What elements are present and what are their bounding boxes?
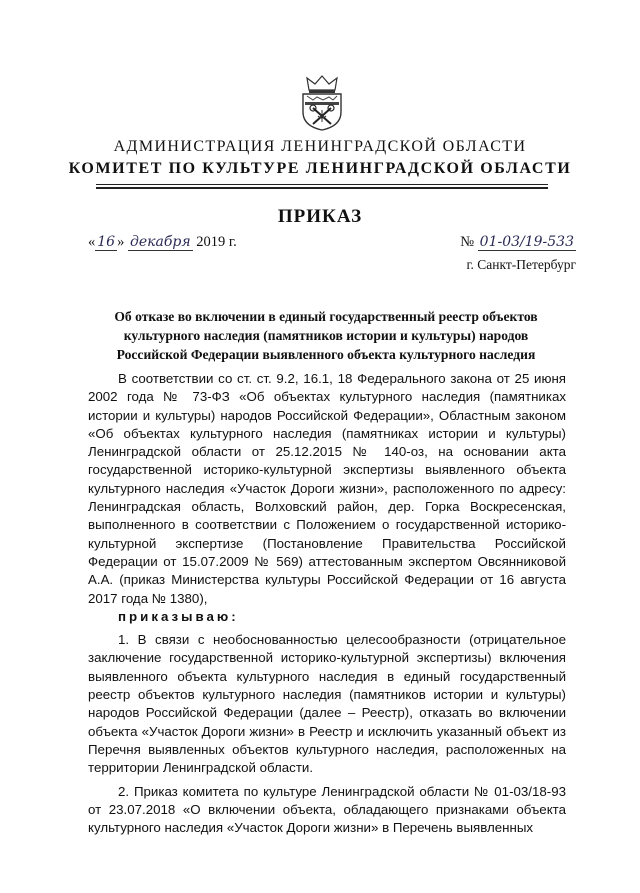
preamble-paragraph: В соответствии со ст. ст. 9.2, 16.1, 18 Федерального закона от 25 июня 2002 года № 73-ФЗ «Об объектах культурного наследия (памятниках истории и культуры) народов Российской Федерации», Областным законом «Об объектах культурного наследия (памятниках истории и культуры) Ленинградской области от 25.12.2015 № 140-оз, на основании акта государственной историко-культурной экспертизы выявленного объекта культурного наследия «Участок Дороги жизни», расположенного по адресу: Ленинградская область, Волховский район, дер. Горка Воскресенская, выполненного в соответствии с Положением о государственной историко-культурной экспертизе (Постановление Правительства Российской Федерации от 15.07.2009 № 569) аттестованным экспертом Овсянниковой А.А. (приказ Министерства культуры Российской Федерации от 16 августа 2017 года № 1380),: [88, 371, 566, 606]
coat-of-arms-icon: [297, 72, 347, 132]
date-day: 16: [97, 234, 116, 250]
date-open-quote: «: [88, 234, 96, 250]
document-type: ПРИКАЗ: [277, 206, 363, 227]
document-body: [88, 370, 566, 837]
order-item-2: 2. Приказ комитета по культуре Ленинградской области № 01-03/18-93 от 23.07.2018 «О включении объекта, обладающего признаками объекта культурного наследия «Участок Дороги жизни» в Перечень выявленных: [88, 783, 566, 836]
date-month: декабря: [129, 234, 191, 250]
document-number: [460, 234, 576, 251]
number-prefix: №: [460, 234, 475, 250]
decree-word: приказываю:: [118, 608, 239, 624]
document-title: Об отказе во включении в единый государственный реестр объектов культурного наследия (памятников истории и культуры) народов Российской Федерации выявленного объекта культурного наследия: [114, 309, 538, 362]
date-close-quote: »: [117, 234, 125, 250]
order-item-1: 1. В связи с необоснованностью целесообразности (отрицательное заключение государственной историко-культурной экспертизы) включения выявленного объекта культурного наследия в единый государственный реестр объектов культурного наследия (памятников истории и культуры) народов Российской Федерации (далее – Реестр), отказать во включении объекта «Участок Дороги жизни» в Реестр и исключить указанный объект из Перечня выявленных объектов культурного наследия, расположенных на территории Ленинградской области.: [88, 632, 566, 776]
number-value: 01-03/19-533: [479, 234, 574, 250]
date-year: 2019 г.: [196, 234, 237, 250]
header-divider-thin: [96, 184, 548, 185]
organization-name: АДМИНИСТРАЦИЯ ЛЕНИНГРАДСКОЙ ОБЛАСТИ: [113, 138, 527, 155]
committee-name: КОМИТЕТ ПО КУЛЬТУРЕ ЛЕНИНГРАДСКОЙ ОБЛАСТИ: [68, 160, 572, 177]
document-city: г. Санкт-Петербург: [466, 257, 576, 272]
document-date: [88, 234, 237, 251]
header-divider-thick: [96, 187, 548, 189]
